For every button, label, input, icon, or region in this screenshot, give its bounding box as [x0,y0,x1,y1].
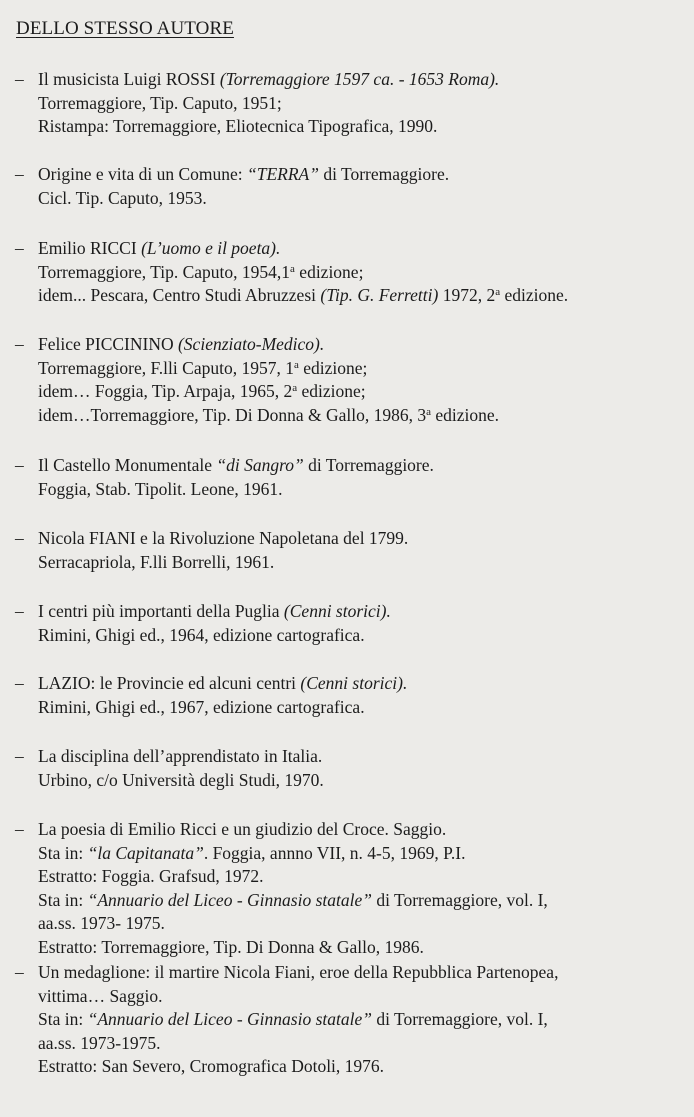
entry-line: Felice PICCININO (Scienziato-Medico). [38,334,325,354]
entry-line: Un medaglione: il martire Nicola Fiani, eroe della Repubblica Partenopea, [38,962,559,982]
entry-line: aa.ss. 1973-1975. [38,1032,161,1053]
section-heading: DELLO STESSO AUTORE [16,18,234,39]
bibliography-entry [15,237,685,308]
entry-line: Il musicista Luigi ROSSI (Torremaggiore 1597 ca. - 1653 Roma). [38,69,500,89]
bibliography-entry [15,163,685,210]
entry-dash: – [15,455,24,475]
bibliography-entry [15,454,685,501]
bibliography-entry [15,68,685,139]
bibliography-entry [15,672,685,719]
entry-line: Sta in: “Annuario del Liceo - Ginnasio statale” di Torremaggiore, vol. I, [38,889,548,910]
bibliography-entry [15,333,685,427]
entry-dash: – [15,528,24,548]
entry-line: Estratto: San Severo, Cromografica Dotoli, 1976. [38,1056,385,1076]
entry-dash: – [15,673,24,693]
entry-line: aa.ss. 1973- 1975. [38,913,165,933]
entry-line: Nicola FIANI e la Rivoluzione Napoletana del 1799. [38,528,409,548]
bibliography-entry [15,527,685,574]
entry-line: Torremaggiore, Tip. Caputo, 1954,1$^a$ edizione; [38,261,364,282]
entry-line: Rimini, Ghigi ed., 1967, edizione cartografica. [38,696,365,717]
entry-line: La disciplina dell’apprendistato in Italia. [38,746,323,766]
entry-line: Sta in: “Annuario del Liceo - Ginnasio statale” di Torremaggiore, vol. I, [38,1009,548,1029]
bibliography-entry [15,600,685,647]
entry-line: idem…Torremaggiore, Tip. Di Donna & Gallo, 1986, 3$^a$ edizione. [38,404,500,425]
entry-line: idem… Foggia, Tip. Arpaja, 1965, 2$^a$ edizione; [38,381,366,401]
entry-line: I centri più importanti della Puglia (Cenni storici). [38,601,391,621]
entry-line: Serracapriola, F.lli Borrelli, 1961. [38,551,275,572]
entry-line: Rimini, Ghigi ed., 1964, edizione cartografica. [38,624,365,645]
entry-dash: – [15,962,24,982]
entry-line: Torremaggiore, Tip. Caputo, 1951; [38,92,282,113]
entry-dash: – [15,601,24,621]
entry-dash: – [15,238,24,258]
entry-line: Cicl. Tip. Caputo, 1953. [38,187,207,208]
entry-line: Estratto: Foggia. Grafsud, 1972. [38,866,264,886]
bibliography-entry [15,818,685,959]
entry-line: LAZIO: le Provincie ed alcuni centri (Cenni storici). [38,673,408,693]
entry-line: La poesia di Emilio Ricci e un giudizio del Croce. Saggio. [38,819,447,839]
entry-line: vittima… Saggio. [38,985,163,1006]
entry-dash: – [15,334,24,354]
entry-line: Urbino, c/o Università degli Studi, 1970. [38,769,324,790]
entry-line: idem... Pescara, Centro Studi Abruzzesi (Tip. G. Ferretti) 1972, 2$^a$ edizione. [38,285,569,305]
entry-dash: – [15,164,24,184]
entry-line: Estratto: Torremaggiore, Tip. Di Donna & Gallo, 1986. [38,936,424,957]
entry-line: Sta in: “la Capitanata”. Foggia, annno VII, n. 4-5, 1969, P.I. [38,842,466,863]
bibliography-entry [15,961,685,1079]
entry-line: Il Castello Monumentale “di Sangro” di Torremaggiore. [38,455,434,475]
entry-line: Ristampa: Torremaggiore, Eliotecnica Tipografica, 1990. [38,116,438,136]
bibliography-entry [15,745,685,792]
entry-dash: – [15,819,24,839]
entry-line: Origine e vita di un Comune: “TERRA” di Torremaggiore. [38,164,450,184]
entry-dash: – [15,69,24,89]
entry-line: Emilio RICCI (L’uomo e il poeta). [38,238,281,258]
entry-line: Foggia, Stab. Tipolit. Leone, 1961. [38,478,283,499]
entry-line: Torremaggiore, F.lli Caputo, 1957, 1$^a$ edizione; [38,357,368,378]
entry-dash: – [15,746,24,766]
